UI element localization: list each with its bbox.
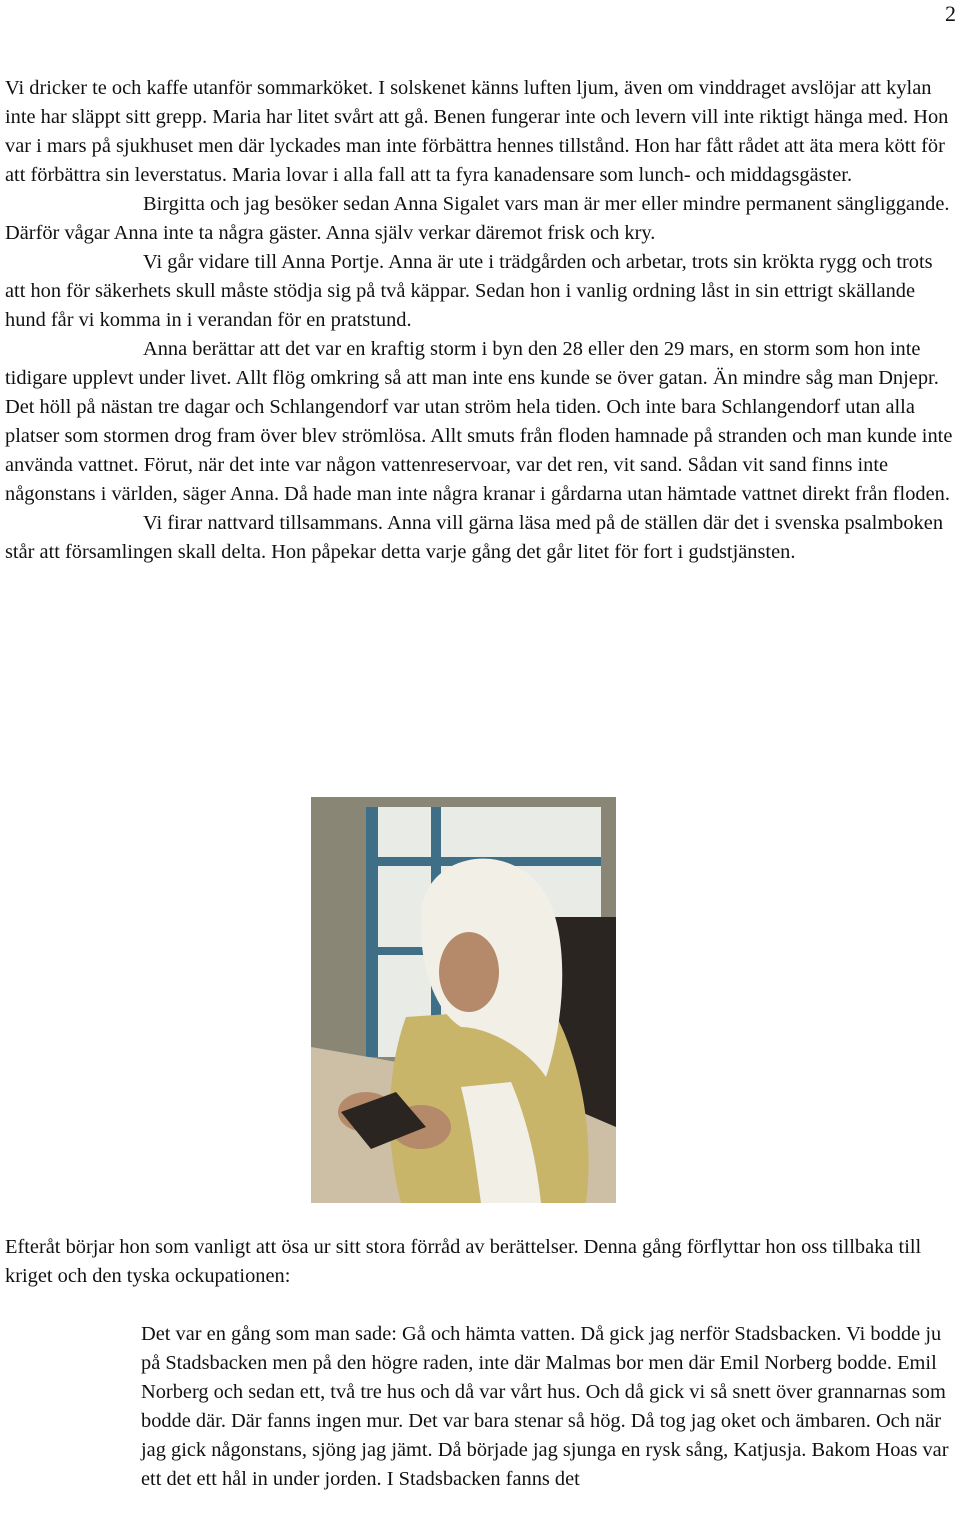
paragraph-4: Anna berättar att det var en kraftig storm i byn den 28 eller den 29 mars, en storm som hon inte tidigare upplevt under livet. Allt flög omkring så att man inte ens kunde se över gatan. Än mindre såg man Dnjepr. Det höll på nästan tre dagar och Schlangendorf var utan ström hela tiden. Och inte bara Schlangendorf utan alla platser som stormen drog fram över blev strömlösa. Allt smuts från floden hamnade på stranden och man kunde inte använda vattnet. Förut, när det inte var någon vattenreservoar, var det ren, vit sand. Sådan vit sand finns inte någonstans i världen, säger Anna. Då hade man inte några kranar i gårdarna utan hämtade vattnet direkt från floden. [5, 338, 953, 505]
photo-face [439, 932, 499, 1012]
photo-window-frame-left [366, 807, 378, 1057]
paragraph-3: Vi går vidare till Anna Portje. Anna är ute i trädgården och arbetar, trots sin krökta rygg och trots att hon för säkerhets skull måste stödja sig på två käppar. Sedan hon i vanlig ordning låst in sin ettrigt skällande hund får vi komma in i verandan för en pratstund. [5, 251, 933, 331]
paragraph-2: Birgitta och jag besöker sedan Anna Sigalet vars man är mer eller mindre permanent sängliggande. Därför vågar Anna inte ta några gäster. Anna själv verkar däremot frisk och kry. [5, 193, 950, 244]
quote-text: Det var en gång som man sade: Gå och hämta vatten. Då gick jag nerför Stadsbacken. Vi bodde ju på Stadsbacken men på den högre raden, inte där Malmas bor men där Emil Norberg bodde. Emil Norberg och sedan ett, två tre hus och då var vårt hus. Och då gick vi så snett över grannarnas som bodde där. Där fanns ingen mur. Det var bara stenar så hög. Då tog jag oket och ämbaren. Och när jag gick någonstans, sjöng jag jämt. Då började jag sjunga en rysk sång, Katjusja. Bakom Hoas var ett det ett hål in under jorden. I Stadsbacken fanns det [141, 1323, 949, 1490]
page-number: 2 [945, 1, 956, 26]
after-photo-text [5, 1233, 955, 1291]
paragraph-1: Vi dricker te och kaffe utanför sommarköket. I solskenet känns luften ljum, även om vinddraget avslöjar att kylan inte har släppt sitt grepp. Maria har litet svårt att gå. Benen fungerar inte och levern vill inte riktigt hänga med. Hon var i mars på sjukhuset men där lyckades man inte förbättra hennes tillstånd. Hon har fått rådet att äta mera kött för att förbättra sin leverstatus. Maria lovar i alla fall att ta fyra kanadensare som lunch- och middagsgäster. [5, 77, 949, 186]
quote-block [141, 1320, 957, 1494]
paragraph-after-photo: Efteråt börjar hon som vanligt att ösa ur sitt stora förråd av berättelser. Denna gång förflyttar hon oss tillbaka till kriget och den tyska ockupationen: [5, 1236, 922, 1287]
photo-elderly-woman-reading [311, 797, 616, 1203]
paragraph-5: Vi firar nattvard tillsammans. Anna vill gärna läsa med på de ställen där det i svenska psalmboken står att församlingen skall delta. Hon påpekar detta varje gång det går litet för fort i gudstjänsten. [5, 512, 944, 563]
photo-illustration [311, 797, 616, 1203]
body-text [5, 74, 955, 567]
